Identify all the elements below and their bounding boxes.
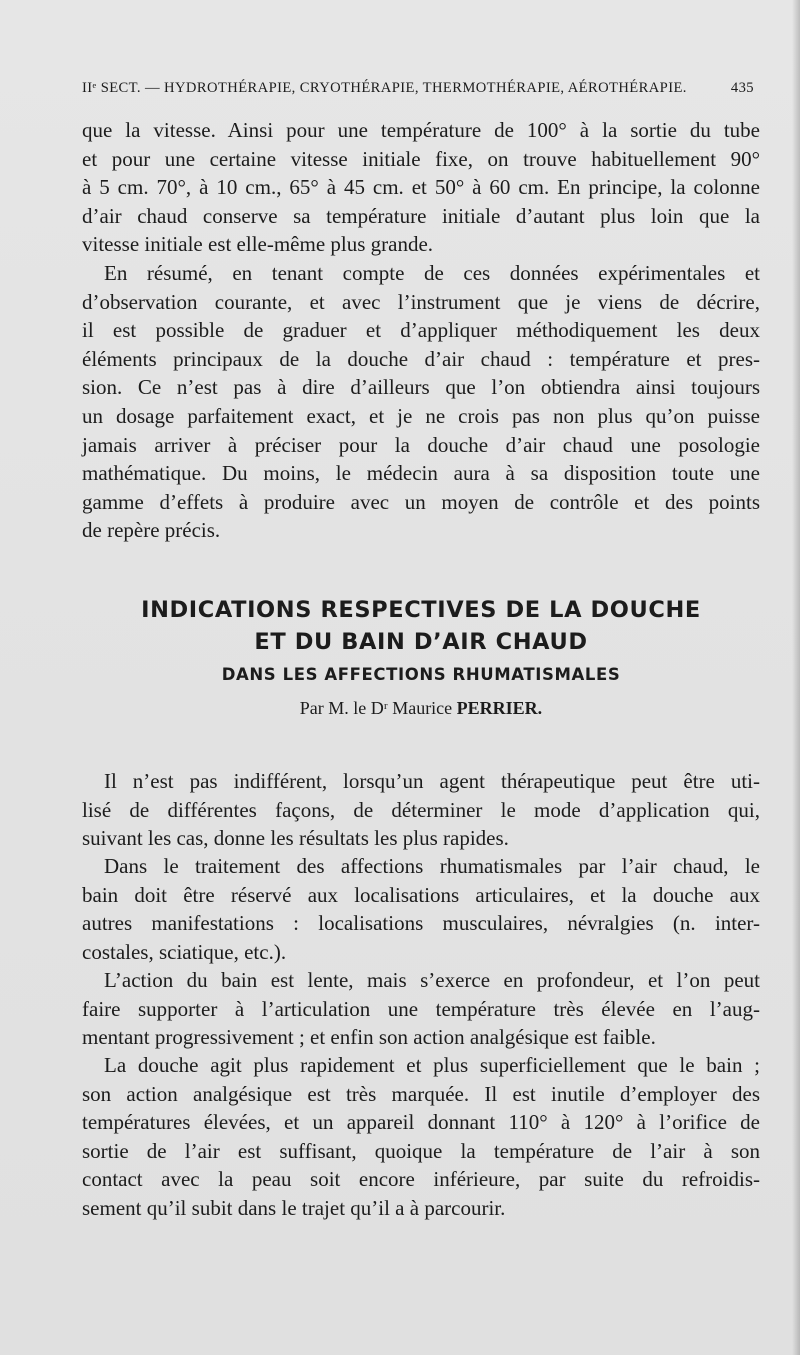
text-line: autres manifestations : localisations musculaires, névralgies (n. inter- bbox=[82, 911, 760, 936]
text-line: faire supporter à l’articulation une température très élevée en l’aug- bbox=[82, 996, 760, 1021]
article-paragraph-3 bbox=[82, 966, 760, 1052]
text-line: un dosage parfaitement exact, et je ne crois pas non plus qu’on puisse bbox=[82, 403, 760, 428]
paragraph-summary bbox=[82, 259, 760, 545]
article-paragraph-1 bbox=[82, 767, 760, 853]
text-line: jamais arriver à préciser pour la douche d’air chaud une posologie bbox=[82, 432, 760, 457]
article-paragraph-2 bbox=[82, 852, 760, 966]
text-line: suivant les cas, donne les résultats les plus rapides. bbox=[82, 826, 509, 851]
page-edge-shadow bbox=[792, 0, 800, 1355]
text-line: sion. Ce n’est pas à dire d’ailleurs que l’on obtiendra ainsi toujours bbox=[82, 375, 760, 400]
text-line: son action analgésique est très marquée. Il est inutile d’employer des bbox=[82, 1081, 760, 1106]
text-line: à 5 cm. 70°, à 10 cm., 65° à 45 cm. et 50° à 60 cm. En principe, la colonne bbox=[82, 175, 760, 200]
text-line: il est possible de graduer et d’appliquer méthodiquement les deux bbox=[82, 318, 760, 343]
text-line: sortie de l’air est suffisant, quoique la température de l’air à son bbox=[82, 1138, 760, 1163]
text-line: La douche agit plus rapidement et plus superficiellement que le bain ; bbox=[104, 1053, 760, 1077]
text-line: et pour une certaine vitesse initiale fixe, on trouve habituellement 90° bbox=[82, 146, 760, 171]
text-line: de repère précis. bbox=[82, 518, 221, 543]
author-prefix: Par M. le Dʳ Maurice bbox=[299, 698, 453, 718]
text-line: mentant progressivement ; et enfin son action analgésique est faible. bbox=[82, 1025, 656, 1050]
running-header bbox=[82, 80, 754, 97]
page-number: 435 bbox=[730, 80, 754, 96]
text-line: gamme d’effets à produire avec un moyen de contrôle et des points bbox=[82, 489, 760, 514]
text-line: En résumé, en tenant compte de ces données expérimentales et bbox=[104, 261, 760, 285]
text-line: éléments principaux de la douche d’air chaud : température et pres- bbox=[82, 346, 760, 371]
text-line: bain doit être réservé aux localisations articulaires, et la douche aux bbox=[82, 882, 760, 907]
author-name: PERRIER. bbox=[456, 698, 543, 718]
running-head-text: IIᵉ SECT. — HYDROTHÉRAPIE, CRYOTHÉRAPIE, THERMOTHÉRAPIE, AÉROTHÉRAPIE. bbox=[82, 80, 687, 96]
text-line: L’action du bain est lente, mais s’exerce en profondeur, et l’on peut bbox=[104, 968, 760, 992]
text-line: températures élevées, et un appareil donnant 110° à 120° à l’orifice de bbox=[82, 1110, 760, 1135]
text-line: d’observation courante, et avec l’instrument que je viens de décrire, bbox=[82, 289, 760, 314]
text-line: mathématique. Du moins, le médecin aura à sa disposition toute une bbox=[82, 461, 760, 486]
text-line: que la vitesse. Ainsi pour une température de 100° à la sortie du tube bbox=[82, 118, 760, 142]
author-byline bbox=[82, 698, 760, 719]
paragraph-continuation bbox=[82, 116, 760, 259]
text-line: Dans le traitement des affections rhumatismales par l’air chaud, le bbox=[104, 854, 760, 878]
text-line: Il n’est pas indifférent, lorsqu’un agent thérapeutique peut être uti- bbox=[104, 769, 760, 793]
text-line: vitesse initiale est elle-même plus grande. bbox=[82, 232, 434, 257]
text-line: lisé de différentes façons, de déterminer le mode d’application qui, bbox=[82, 797, 760, 822]
article-subtitle: DANS LES AFFECTIONS RHUMATISMALES bbox=[221, 665, 621, 684]
text-line: d’air chaud conserve sa température initiale d’autant plus loin que la bbox=[82, 203, 760, 228]
text-line: sement qu’il subit dans le trajet qu’il a à parcourir. bbox=[82, 1195, 506, 1220]
text-line: costales, sciatique, etc.). bbox=[82, 939, 287, 964]
article-paragraph-4 bbox=[82, 1051, 760, 1223]
text-line: contact avec la peau soit encore inférieure, par suite du refroidis- bbox=[82, 1167, 760, 1192]
article-title-line-2: ET DU BAIN D’AIR CHAUD bbox=[254, 629, 588, 655]
article-title-line-1: INDICATIONS RESPECTIVES DE LA DOUCHE bbox=[141, 597, 701, 623]
